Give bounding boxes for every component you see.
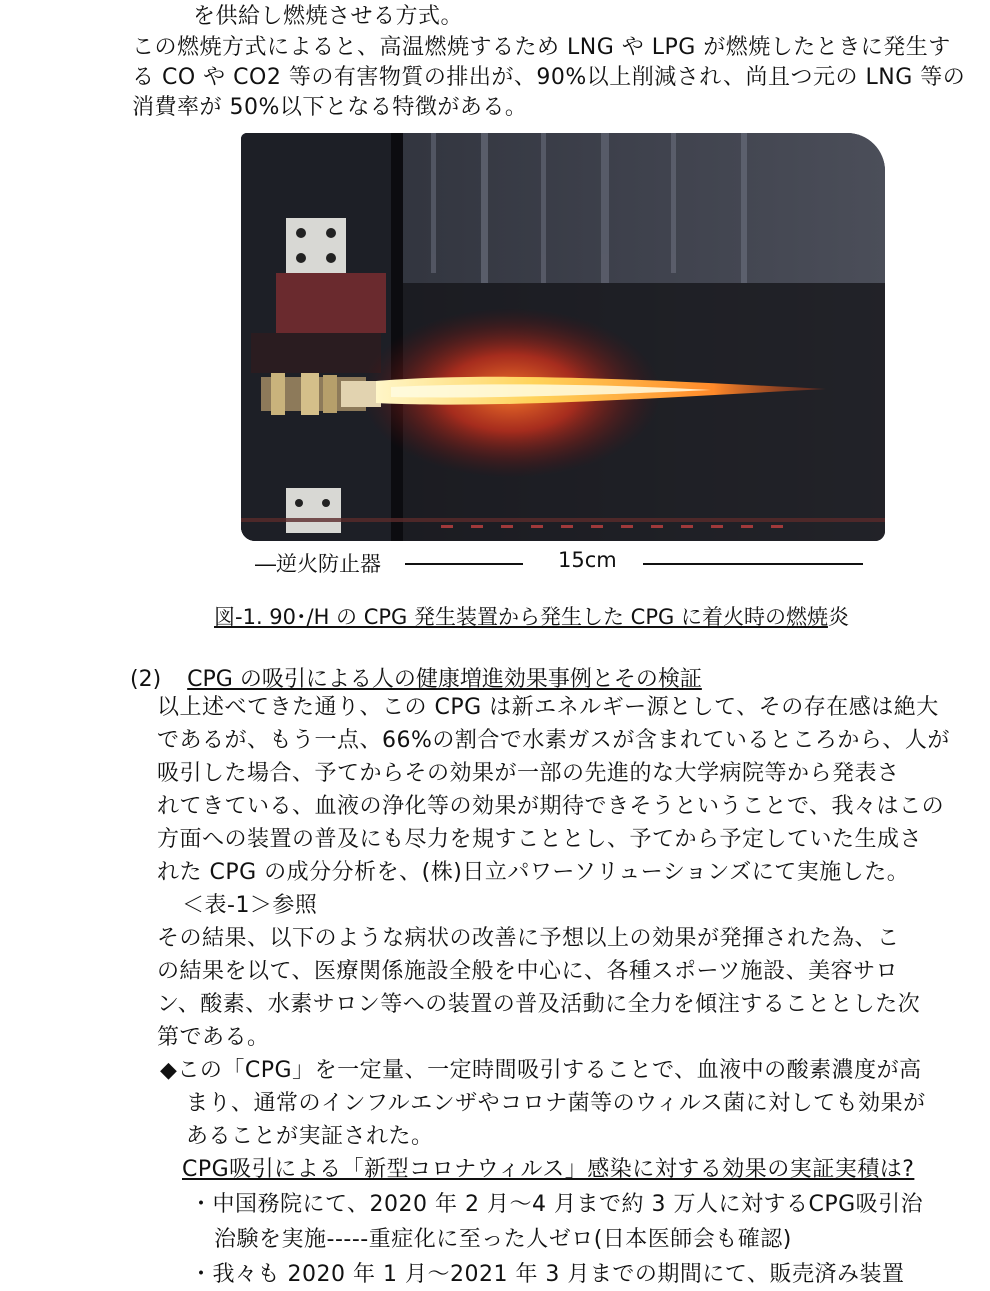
scale-label-arrester: ―逆火防止器 xyxy=(255,552,381,576)
flame-photo xyxy=(241,133,885,541)
figure-caption-underlined: 図-1. 90･/H の CPG 発生装置から発生した CPG に着火時の燃焼 xyxy=(214,605,828,629)
para1-line-3: 吸引した場合、予てからその効果が一部の先進的な大学病院等から発表さ xyxy=(157,761,900,786)
scale-row xyxy=(255,548,865,578)
scale-label-length: 15cm xyxy=(558,548,617,572)
para1-line-5: 方面への装置の普及にも尽力を規すこととし、予てから予定していた生成さ xyxy=(157,827,923,852)
sub-heading: CPG吸引による「新型コロナウィルス」感染に対する効果の実証実積は? xyxy=(182,1157,915,1182)
section-title: CPG の吸引による人の健康増進効果事例とその検証 xyxy=(187,667,702,692)
scale-line-left xyxy=(405,563,523,565)
intro-line-2: この燃焼方式によると、高温燃焼するため LNG や LPG が燃焼したときに発生す xyxy=(132,35,951,60)
intro-line-3: る CO や CO2 等の有害物質の排出が、90%以上削減され、尚且つ元の LNG 等の xyxy=(132,65,966,90)
item-1-line-2: 治験を実施-----重症化に至った人ゼロ(日本医師会も確認) xyxy=(214,1227,792,1252)
intro-line-1: を供給し燃焼させる方式。 xyxy=(193,4,464,29)
bullet-line-1: ◆この「CPG」を一定量、一定時間吸引することで、血液中の酸素濃度が高 xyxy=(160,1058,922,1083)
figure-caption xyxy=(214,601,849,631)
scale-line-right xyxy=(643,563,863,565)
bullet-line-3: あることが実証された。 xyxy=(186,1124,434,1149)
table-reference: ＜表-1＞参照 xyxy=(182,893,318,918)
para2-line-4: 第である。 xyxy=(157,1025,270,1050)
bullet-line-2: まり、通常のインフルエンザやコロナ菌等のウィルス菌に対しても効果が xyxy=(186,1091,926,1116)
para2-line-3: ン、酸素、水素サロン等への装置の普及活動に全力を傾注することとした次 xyxy=(157,992,921,1017)
para2-line-2: の結果を以て、医療関係施設全般を中心に、各種スポーツ施設、美容サロ xyxy=(157,959,899,984)
para1-line-2: であるが、もう一点、66%の割合で水素ガスが含まれているところから、人が xyxy=(157,728,950,753)
section-heading xyxy=(130,662,702,693)
para2-line-1: その結果、以下のような病状の改善に予想以上の効果が発揮された為、こ xyxy=(157,926,900,951)
figure-caption-tail: 炎 xyxy=(827,605,849,629)
item-2-line-1: ・我々も 2020 年 1 月～2021 年 3 月までの期間にて、販売済み装置 xyxy=(190,1262,905,1287)
section-number: (2) xyxy=(130,667,162,692)
para1-line-4: れてきている、血液の浄化等の効果が期待できそうということで、我々はこの xyxy=(157,794,945,819)
item-1-line-1: ・中国務院にて、2020 年 2 月～4 月まで約 3 万人に対するCPG吸引治 xyxy=(190,1192,924,1217)
para1-line-1: 以上述べてきた通り、この CPG は新エネルギー源として、その存在感は絶大 xyxy=(157,695,939,720)
para1-line-6: れた CPG の成分分析を、(株)日立パワーソリューションズにて実施した。 xyxy=(157,860,910,885)
intro-line-4: 消費率が 50%以下となる特徴がある。 xyxy=(132,95,528,120)
